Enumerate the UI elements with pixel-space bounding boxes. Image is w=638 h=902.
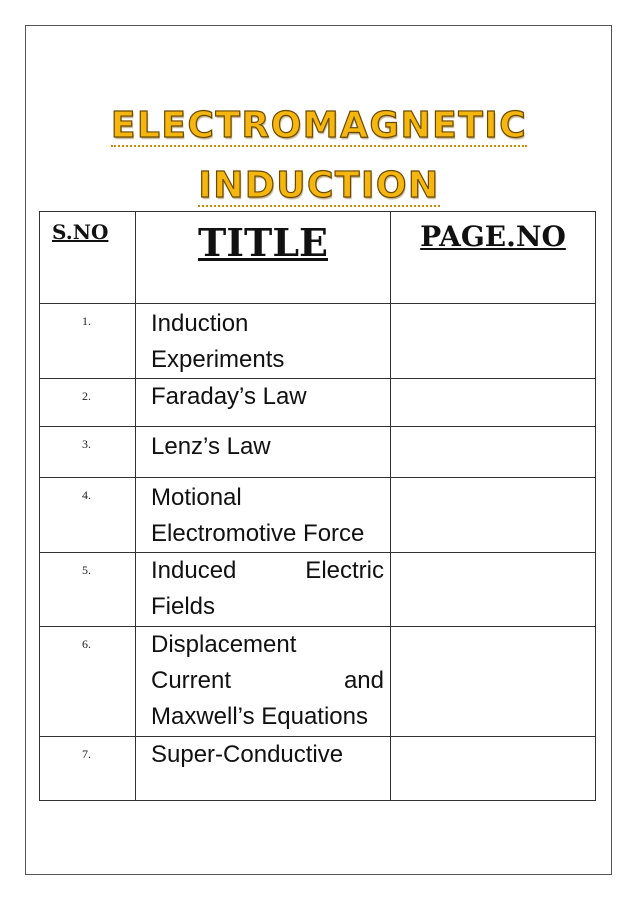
row-title-line: Induced Electric [151,557,384,584]
row-title-line: Motional [151,484,242,511]
row-page-no [391,627,596,737]
row-sno: 4. [40,478,136,553]
heading-line-2 [0,165,638,207]
row-title-line: Lenz’s Law [151,433,271,460]
row-title-line: Super-Conductive [151,741,344,768]
row-sno: 7. [40,737,136,801]
contents-table [39,211,596,801]
table-row [40,627,596,737]
row-title-line: Current and [151,667,384,694]
table-row [40,427,596,478]
heading-line-2-text: INDUCTION [198,165,440,206]
row-title-line: Displacement [151,631,297,658]
row-title [136,627,391,737]
heading-line-1-text: ELECTROMAGNETIC [110,105,528,146]
row-sno: 3. [40,427,136,478]
row-title [136,304,391,379]
row-title-line: Fields [151,593,216,620]
row-title [136,379,391,427]
row-title-line: Electromotive Force [151,520,365,547]
row-title-line: Induction [151,310,249,337]
row-sno: 6. [40,627,136,737]
row-sno: 5. [40,553,136,627]
row-page-no [391,427,596,478]
header-sno: S.NO [40,212,136,304]
row-page-no [391,304,596,379]
row-title [136,478,391,553]
table-row [40,553,596,627]
table-row [40,304,596,379]
row-page-no [391,478,596,553]
row-title-line: Experiments [151,346,285,373]
row-title [136,427,391,478]
row-title [136,737,391,801]
row-sno: 2. [40,379,136,427]
row-sno: 1. [40,304,136,379]
row-title [136,553,391,627]
row-title-line: Faraday’s Law [151,383,307,410]
table-row [40,737,596,801]
header-page-no: PAGE.NO [391,212,596,304]
row-page-no [391,737,596,801]
row-title-line: Maxwell’s Equations [151,703,368,730]
header-row [40,212,596,304]
row-page-no [391,379,596,427]
row-page-no [391,553,596,627]
table-row [40,379,596,427]
table-row [40,478,596,553]
heading-line-1 [0,105,638,147]
header-title: TITLE [136,212,391,304]
